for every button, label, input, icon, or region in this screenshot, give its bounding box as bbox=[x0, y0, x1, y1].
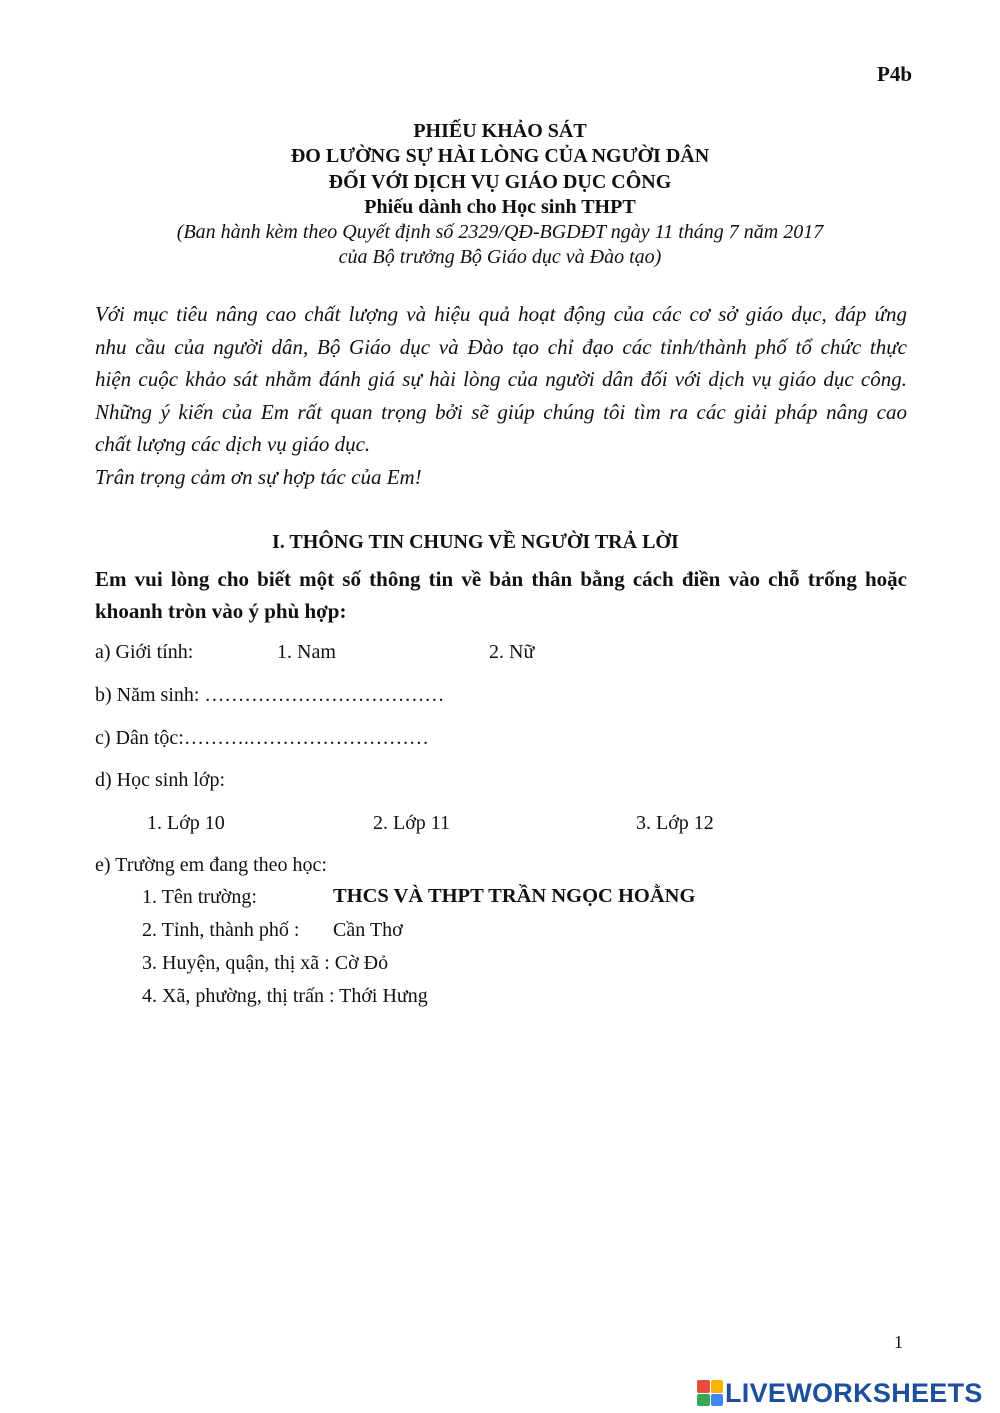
audience-line: Phiếu dành cho Học sinh THPT bbox=[364, 196, 636, 218]
province-value: Cần Thơ bbox=[333, 919, 403, 941]
district-line: 3. Huyện, quận, thị xã : Cờ Đỏ bbox=[142, 952, 389, 974]
grade-option-10[interactable]: 1. Lớp 10 bbox=[147, 812, 225, 834]
commune-line: 4. Xã, phường, thị trấn : Thới Hưng bbox=[142, 985, 428, 1007]
province-label: 2. Tỉnh, thành phố : bbox=[142, 919, 300, 941]
instruction-line: Em vui lòng cho biết một số thông tin về bản thân bằng cách điền vào chỗ trống hoặc bbox=[95, 567, 907, 591]
intro-paragraph bbox=[95, 298, 907, 494]
gender-option-male[interactable]: 1. Nam bbox=[277, 641, 336, 663]
intro-line: Những ý kiến của Em rất quan trọng bởi sẽ giúp chúng tôi tìm ra các giải pháp nâng cao bbox=[95, 399, 907, 424]
gender-label: a) Giới tính: bbox=[95, 641, 194, 663]
intro-line: chất lượng các dịch vụ giáo dục. bbox=[95, 432, 371, 457]
grade-option-11[interactable]: 2. Lớp 11 bbox=[373, 812, 451, 834]
instruction bbox=[95, 563, 907, 627]
instruction-line: khoanh tròn vào ý phù hợp: bbox=[95, 599, 347, 623]
gender-option-female[interactable]: 2. Nữ bbox=[489, 641, 535, 663]
grade-option-12[interactable]: 3. Lớp 12 bbox=[636, 812, 714, 834]
form-title: PHIẾU KHẢO SÁT bbox=[413, 120, 587, 142]
form-subtitle: ĐO LƯỜNG SỰ HÀI LÒNG CỦA NGƯỜI DÂN bbox=[290, 145, 710, 167]
liveworksheets-logo-icon bbox=[697, 1380, 723, 1406]
school-name-label: 1. Tên trường: bbox=[142, 886, 257, 908]
ethnicity-field[interactable]: c) Dân tộc:……….……………………… bbox=[95, 727, 429, 749]
decision-authority: của Bộ trưởng Bộ Giáo dục và Đào tạo) bbox=[338, 246, 662, 268]
school-label: e) Trường em đang theo học: bbox=[95, 854, 327, 876]
page-number: 1 bbox=[894, 1332, 903, 1352]
thanks-line: Trân trọng cảm ơn sự hợp tác của Em! bbox=[95, 464, 422, 489]
school-name-value: THCS VÀ THPT TRẦN NGỌC HOẰNG bbox=[333, 885, 696, 907]
liveworksheets-logo-text: LIVEWORKSHEETS bbox=[725, 1377, 983, 1408]
intro-line: Với mục tiêu nâng cao chất lượng và hiệu quả hoạt động của các cơ sở giáo dục, đáp ứng bbox=[95, 302, 907, 326]
grade-label: d) Học sinh lớp: bbox=[95, 769, 226, 791]
section-title: I. THÔNG TIN CHUNG VỀ NGƯỜI TRẢ LỜI bbox=[272, 531, 679, 553]
form-subtitle-2: ĐỐI VỚI DỊCH VỤ GIÁO DỤC CÔNG bbox=[328, 171, 672, 193]
intro-line: nhu cầu của người dân, Bộ Giáo dục và Đào tạo chỉ đạo các tỉnh/thành phố tổ chức thực bbox=[95, 334, 907, 359]
birth-year-field[interactable]: b) Năm sinh: ……………………………… bbox=[95, 684, 445, 706]
form-code: P4b bbox=[877, 62, 913, 86]
liveworksheets-logo bbox=[697, 1378, 983, 1408]
intro-line: hiện cuộc khảo sát nhằm đánh giá sự hài lòng của người dân đối với dịch vụ giáo dục công. bbox=[95, 367, 907, 392]
decision-reference: (Ban hành kèm theo Quyết định số 2329/QĐ-BGDĐT ngày 11 tháng 7 năm 2017 bbox=[176, 221, 824, 243]
